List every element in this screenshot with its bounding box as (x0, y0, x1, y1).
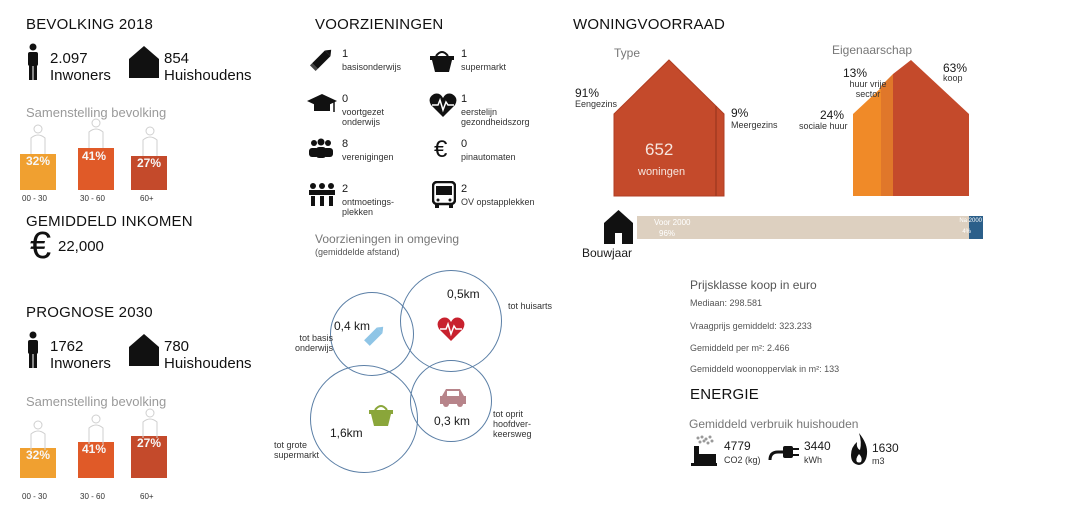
bar-pct: 41% (82, 442, 107, 456)
prognose-samenstelling-chart (18, 406, 178, 478)
eigendom-title: Eigenaarschap (832, 43, 913, 57)
energie-kwh-unit: kWh (804, 455, 822, 465)
voorziening-label: OV opstapplekken (461, 197, 535, 207)
bar-label: 00 - 30 (22, 194, 47, 203)
energie-co2-unit: CO2 (kg) (724, 455, 761, 465)
voorzieningen-title: VOORZIENINGEN (315, 16, 444, 33)
energie-gas-unit: m3 (872, 456, 885, 466)
label-huisarts: tot huisarts (508, 301, 553, 311)
inwoners-value: 2.097 (50, 50, 88, 67)
voorziening-count: 8 (342, 138, 349, 150)
prijs-mediaan: Mediaan: 298.581 (690, 298, 763, 308)
car-icon (438, 386, 468, 408)
heart-pulse-icon (436, 316, 466, 342)
voorziening-count: 0 (461, 138, 468, 150)
voorziening-count: 2 (461, 183, 468, 195)
voorziening-count: 2 (342, 183, 349, 195)
voorziening-count: 0 (342, 93, 349, 105)
flame-icon (848, 432, 870, 466)
bar-label: 00 - 30 (22, 492, 47, 501)
euro-icon: € (434, 136, 448, 163)
prognose-inwoners-label: Inwoners (50, 355, 111, 372)
voorziening-label: verenigingen (342, 152, 394, 162)
bar-pct: 32% (26, 448, 51, 462)
meeting-icon (307, 182, 337, 208)
distance-supermarkt: 1,6km (330, 426, 363, 440)
bar-pct: 32% (26, 154, 51, 168)
bar-pct: 27% (137, 156, 162, 170)
bus-icon (432, 181, 456, 209)
factory-icon (690, 434, 718, 466)
bevolking-title: BEVOLKING 2018 (26, 16, 154, 33)
distance-huisarts: 0,5km (447, 287, 480, 301)
woningen-value: 652 (645, 140, 674, 159)
type-eengezins-pct: 91% (575, 86, 600, 100)
distance-oprit: 0,3 km (434, 414, 471, 428)
energie-title: ENERGIE (690, 386, 759, 403)
prijsklasse-title: Prijsklasse koop in euro (690, 278, 817, 292)
bouwjaar-label: Bouwjaar (582, 246, 633, 260)
bouwjaar-na-pct: 4% (962, 229, 971, 235)
voorziening-label: ontmoetings-plekken (342, 197, 395, 217)
prognose-inwoners-value: 1762 (50, 338, 84, 355)
house-icon (603, 209, 634, 245)
bar-label: 60+ (140, 194, 154, 203)
voorziening-count: 1 (342, 48, 349, 60)
bouwjaar-na-label: Na 2000 (959, 218, 982, 224)
woningvoorraad-title: WONINGVOORRAAD (573, 16, 725, 33)
person-icon (26, 43, 40, 81)
eigendom-koop-label: koop (943, 73, 963, 83)
bar-pct: 41% (82, 149, 107, 163)
samenstelling-chart (18, 118, 178, 190)
prognose-huishoudens-value: 780 (164, 338, 190, 355)
bouwjaar-bar (637, 216, 983, 239)
prijs-vraagprijs: Vraagprijs gemiddeld: 323.233 (690, 321, 812, 331)
type-eengezins-label: Eengezins (575, 99, 618, 109)
prijs-woonoppervlak: Gemiddeld woonoppervlak in m²: 133 (690, 364, 840, 374)
eigendom-sociale-label: sociale huur (799, 121, 848, 131)
bar-label: 60+ (140, 492, 154, 501)
omgeving-subtitle: (gemiddelde afstand) (315, 247, 400, 257)
label-supermarkt: tot grote supermarkt (274, 440, 320, 460)
graduation-cap-icon (306, 92, 338, 116)
heart-pulse-icon (428, 92, 458, 118)
bar-label: 30 - 60 (80, 492, 105, 501)
energie-co2-value: 4779 (724, 439, 751, 453)
type-title: Type (614, 46, 641, 60)
inwoners-label: Inwoners (50, 67, 111, 84)
house-icon (128, 45, 160, 79)
person-icon (26, 331, 40, 369)
pencil-icon (308, 45, 336, 73)
basket-icon (367, 400, 395, 428)
pencil-icon (360, 322, 388, 350)
voorziening-count: 1 (461, 93, 468, 105)
label-oprit: tot oprit hoofdver-keersweg (493, 409, 532, 439)
energie-kwh-value: 3440 (804, 439, 831, 453)
euro-icon: € (30, 225, 52, 267)
basket-icon (428, 46, 456, 74)
woningen-label: woningen (638, 166, 686, 178)
eigendom-koop-pct: 63% (943, 61, 968, 75)
inkomen-value: 22,000 (58, 238, 104, 255)
eigendom-sociale-pct: 24% (820, 108, 845, 122)
huishoudens-value: 854 (164, 50, 190, 67)
voorziening-label: eerstelijn gezondheidszorg (461, 107, 530, 127)
type-meergezins-pct: 9% (731, 106, 749, 120)
distance-basisonderwijs: 0,4 km (334, 319, 371, 333)
inkomen-title: GEMIDDELD INKOMEN (26, 213, 193, 230)
bouwjaar-voor-label: Voor 2000 (654, 218, 691, 227)
people-outline-icon (26, 124, 50, 158)
huishoudens-label: Huishoudens (164, 67, 252, 84)
voorziening-label: basisonderwijs (342, 62, 402, 72)
energie-subtitle: Gemiddeld verbruik huishouden (689, 417, 859, 431)
label-basisonderwijs: tot basis onderwijs (294, 333, 333, 353)
bouwjaar-voor-pct: 96% (659, 229, 676, 238)
plug-icon (768, 442, 800, 462)
eigendom-vrije-label: huur vrije sector (849, 79, 887, 99)
energie-gas-value: 1630 (872, 441, 899, 455)
people-outline-icon (138, 126, 162, 160)
voorziening-count: 1 (461, 48, 468, 60)
bar-label: 30 - 60 (80, 194, 105, 203)
people-icon (306, 138, 336, 160)
voorziening-label: voortgezet onderwijs (342, 107, 385, 127)
type-meergezins-label: Meergezins (731, 120, 778, 130)
omgeving-title: Voorzieningen in omgeving (315, 232, 460, 246)
prognose-samenstelling-title: Samenstelling bevolking (26, 394, 167, 409)
voorziening-label: pinautomaten (461, 152, 516, 162)
house-icon (128, 333, 160, 367)
prognose-title: PROGNOSE 2030 (26, 304, 153, 321)
prognose-huishoudens-label: Huishoudens (164, 355, 252, 372)
eigendom-vrije-pct: 13% (843, 66, 868, 80)
samenstelling-title: Samenstelling bevolking (26, 105, 167, 120)
people-outline-icon (84, 118, 108, 152)
circle-supermarkt (310, 365, 418, 473)
prijs-per-m2: Gemiddeld per m²: 2.466 (690, 343, 790, 353)
bar-pct: 27% (137, 436, 162, 450)
voorziening-label: supermarkt (461, 62, 507, 72)
